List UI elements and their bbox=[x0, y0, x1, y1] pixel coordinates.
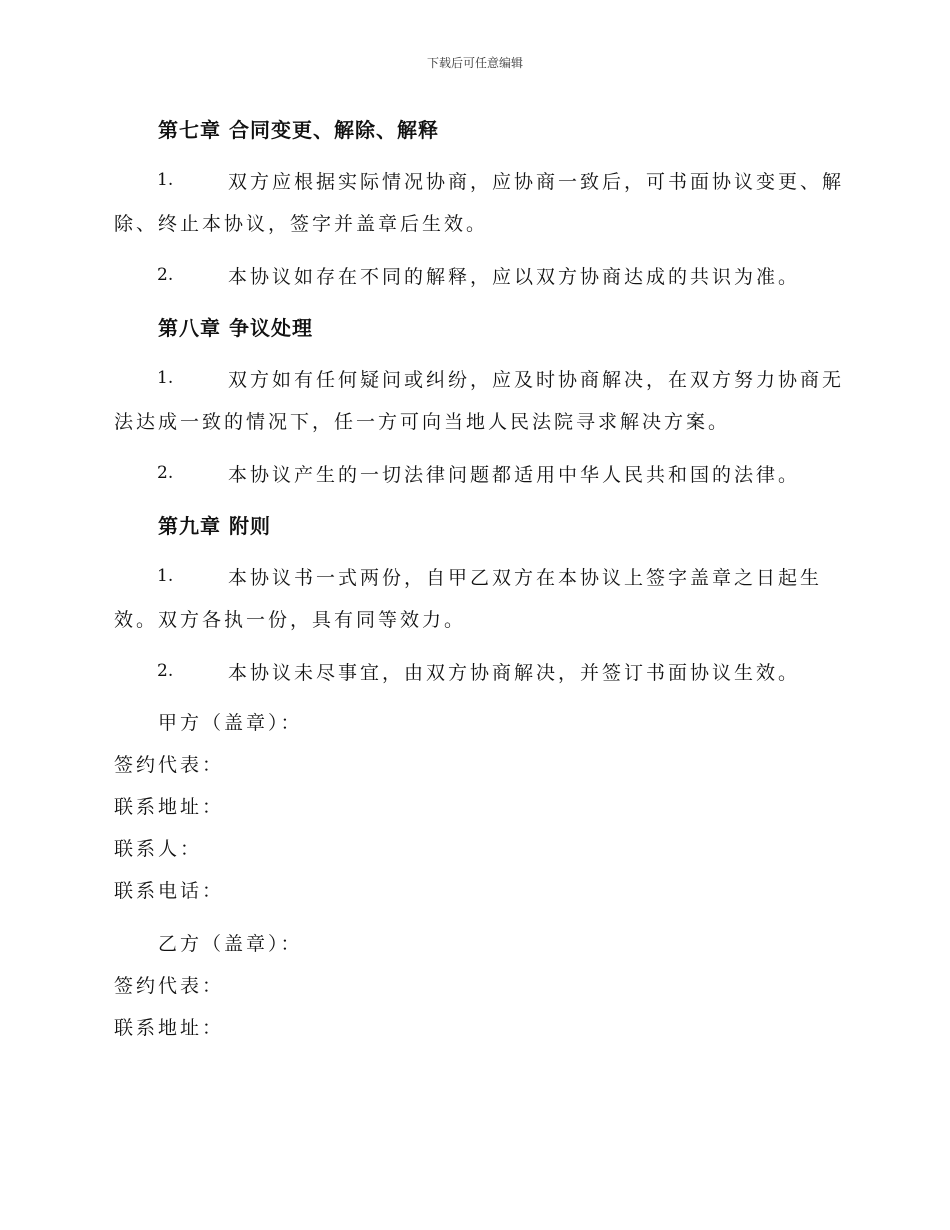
chapter-7-item-2-text: 本协议如存在不同的解释，应以双方协商达成的共识为准。 bbox=[228, 266, 801, 288]
chapter-9-title: 第九章 附则 bbox=[158, 514, 271, 538]
party-b-title: 乙方（盖章）： bbox=[158, 933, 303, 955]
page-header: 下载后可任意编辑 bbox=[426, 56, 523, 70]
party-b-address-field: 联系地址： bbox=[114, 1017, 225, 1039]
chapter-8-item-2-number: 2. bbox=[157, 463, 174, 483]
chapter-7-item-1-number: 1. bbox=[157, 170, 174, 190]
chapter-9-item-1-text: 本协议书一式两份，自甲乙双方在本协议上签字盖章之日起生 bbox=[228, 567, 823, 589]
party-a-representative-field: 签约代表： bbox=[114, 754, 225, 776]
party-a-phone-field: 联系电话： bbox=[114, 880, 225, 902]
party-a-title: 甲方（盖章）： bbox=[158, 712, 303, 734]
chapter-9-item-1-number: 1. bbox=[157, 566, 174, 586]
chapter-8-item-1-number: 1. bbox=[157, 368, 174, 388]
chapter-8-item-1-continuation: 法达成一致的情况下，任一方可向当地人民法院寻求解决方案。 bbox=[114, 411, 731, 433]
chapter-9-item-1-continuation: 效。双方各执一份，具有同等效力。 bbox=[114, 609, 467, 631]
chapter-7-title: 第七章 合同变更、解除、解释 bbox=[158, 118, 439, 142]
chapter-9-item-2-number: 2. bbox=[157, 661, 174, 681]
chapter-8-title: 第八章 争议处理 bbox=[158, 316, 313, 340]
party-a-contact-field: 联系人： bbox=[114, 838, 203, 860]
chapter-9-item-2-text: 本协议未尽事宜，由双方协商解决，并签订书面协议生效。 bbox=[228, 662, 801, 684]
chapter-7-item-1-continuation: 除、终止本协议，签字并盖章后生效。 bbox=[114, 213, 489, 235]
chapter-7-item-1-text: 双方应根据实际情况协商，应协商一致后，可书面协议变更、解 bbox=[228, 171, 845, 193]
party-b-representative-field: 签约代表： bbox=[114, 975, 225, 997]
party-a-address-field: 联系地址： bbox=[114, 796, 225, 818]
chapter-8-item-1-text: 双方如有任何疑问或纠纷，应及时协商解决，在双方努力协商无 bbox=[228, 369, 845, 391]
chapter-7-item-2-number: 2. bbox=[157, 265, 174, 285]
chapter-8-item-2-text: 本协议产生的一切法律问题都适用中华人民共和国的法律。 bbox=[228, 464, 801, 486]
